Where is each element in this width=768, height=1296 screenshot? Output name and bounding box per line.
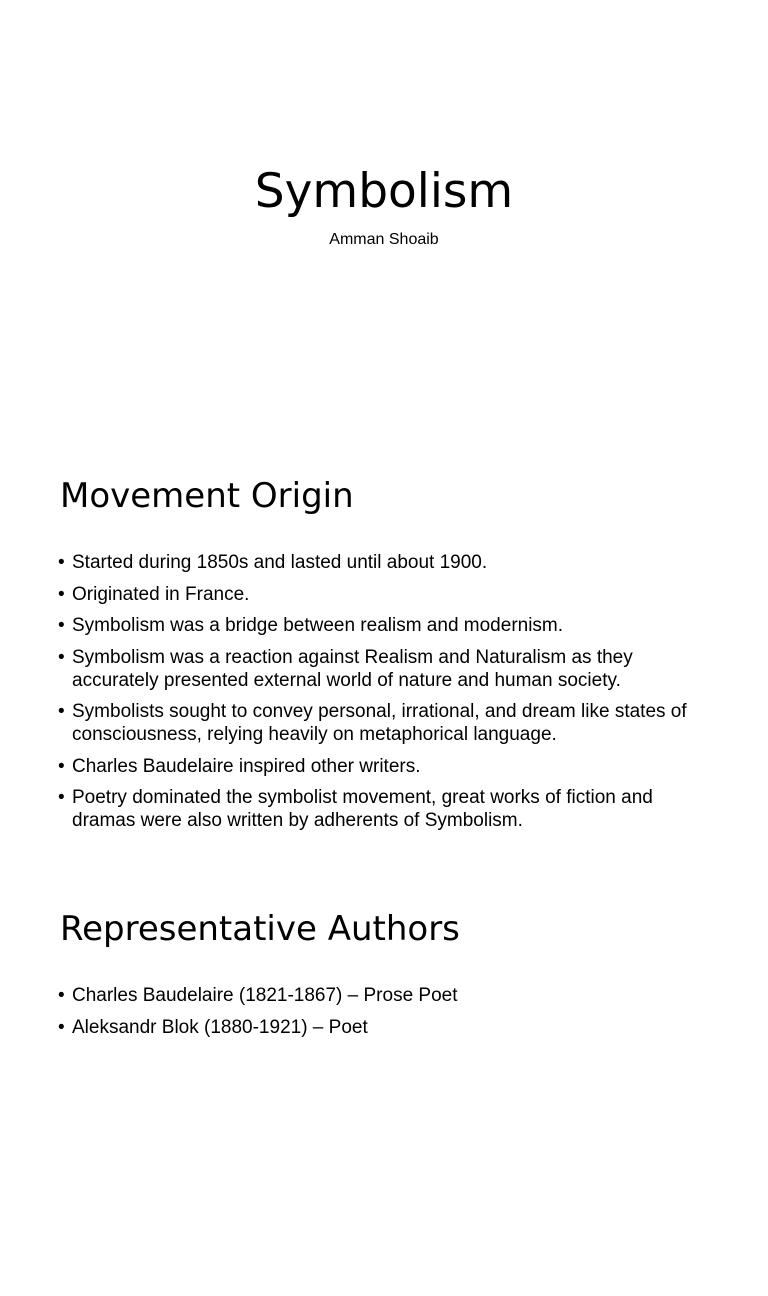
movement-origin-heading: Movement Origin [60,476,354,516]
bullet-item: • Symbolism was a reaction against Realism and Naturalism as they accurately presented external world of nature and human society. [58,646,718,692]
presentation-title: Symbolism [254,164,514,219]
representative-authors-heading: Representative Authors [60,909,460,949]
movement-origin-slide [0,432,768,864]
title-slide [0,0,768,432]
bullet-item: • Originated in France. [58,583,718,606]
representative-authors-slide [0,864,768,1296]
representative-authors-bullet-list [58,984,718,1047]
bullet-item: • Started during 1850s and lasted until about 1900. [58,551,718,574]
movement-origin-bullet-list [58,551,718,841]
bullet-item: • Symbolists sought to convey personal, irrational, and dream like states of consciousness, relying heavily on metaphorical language. [58,700,718,746]
bullet-item: • Charles Baudelaire (1821-1867) – Prose Poet [58,984,718,1007]
bullet-item: • Poetry dominated the symbolist movement, great works of fiction and dramas were also written by adherents of Symbolism. [58,786,718,832]
bullet-item: • Symbolism was a bridge between realism and modernism. [58,614,718,637]
bullet-item: • Aleksandr Blok (1880-1921) – Poet [58,1016,718,1039]
bullet-item: • Charles Baudelaire inspired other writers. [58,755,718,778]
presentation-author: Amman Shoaib [329,231,439,248]
